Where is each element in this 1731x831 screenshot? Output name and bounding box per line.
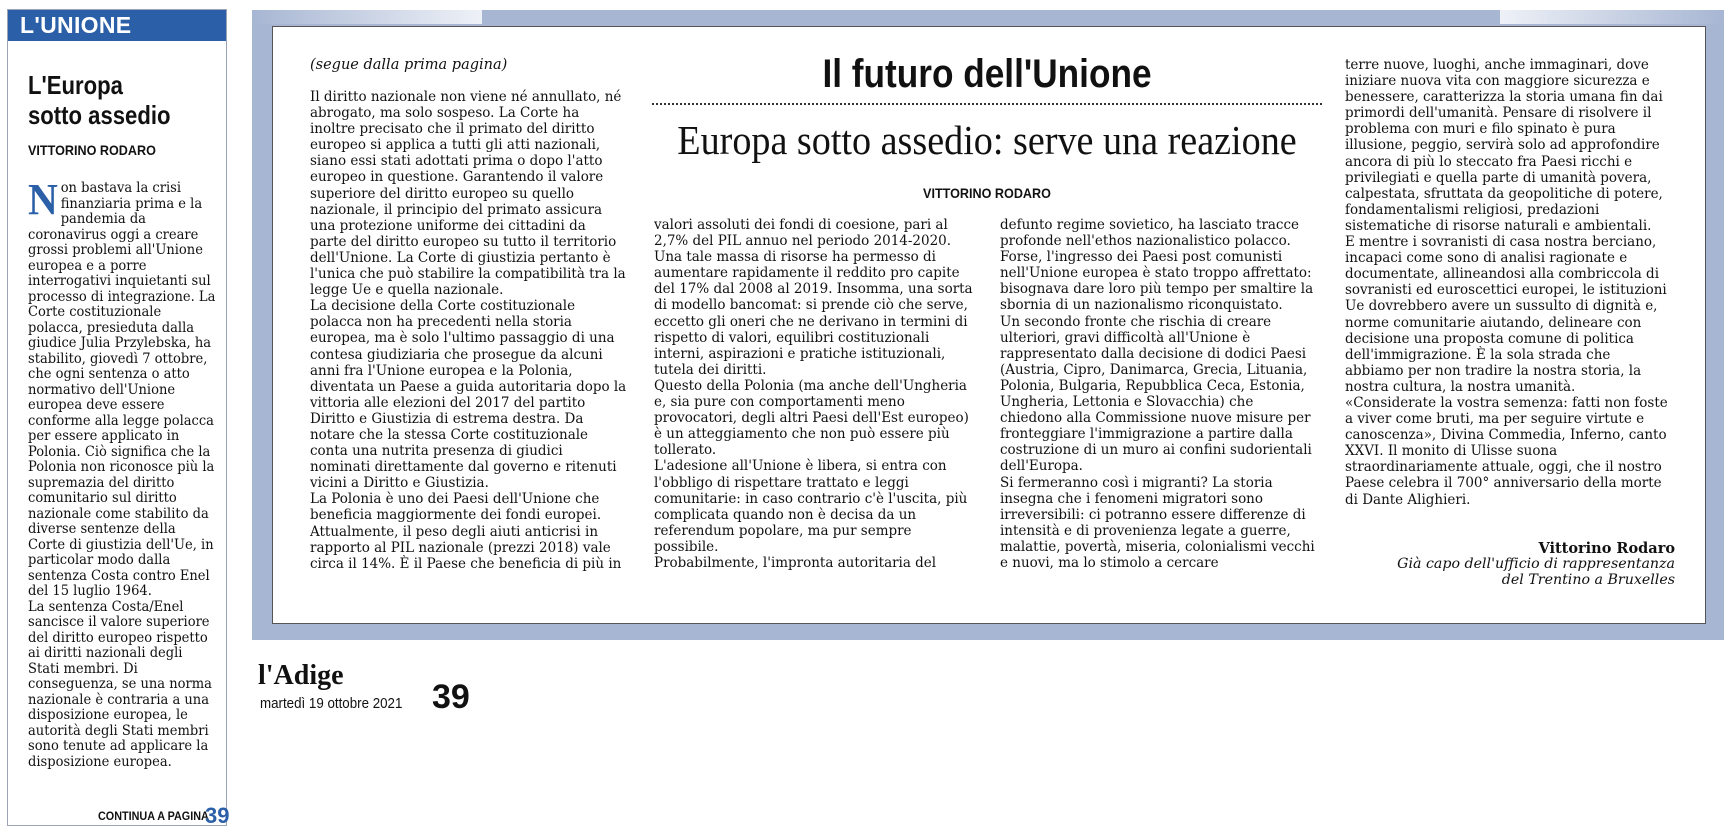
paragraph: La Polonia è uno dei Paesi dell'Unione che beneficia maggiormente dei fondi europei. Attualmente, il peso degli aiuti anticrisi in rapporto al PIL nazionale (prezzi 2018) vale circa il 14%. È il Paese che beneficia di più in (310, 491, 622, 572)
article-headline: Europa sotto assedio: serve una reazione (677, 117, 1297, 163)
paragraph: Questo della Polonia (ma anche dell'Ungheria e, sia pure con comportamenti meno provocatori, degli altri Paesi dell'Est europeo) è un atteggiamento che non può essere più tollerato. (654, 377, 969, 459)
article-column-1 (310, 89, 626, 572)
paragraph: L'adesione all'Unione è libera, si entra con l'obbligo di rispettare trattato e leggi comunitarie: in caso contrario c'è l'uscita, più complicata quando non è decisa da un referendum popolare, ma pur sempre possibile. (654, 458, 968, 555)
newspaper-logo: l'Adige (258, 660, 344, 691)
article-column-4 (1345, 57, 1671, 508)
author-role-line1: Già capo dell'ufficio di rappresentanza (1397, 556, 1675, 572)
sidebar-headline-line1: L'Europa (28, 70, 123, 100)
sidebar-body (28, 175, 216, 770)
continue-label: CONTINUA A PAGINA (98, 809, 209, 823)
drop-cap: N (28, 175, 58, 224)
section-tag: L'UNIONE (8, 10, 226, 41)
article-column-3 (1000, 217, 1319, 571)
paragraph: defunto regime sovietico, ha lasciato tracce profonde nell'ethos nazionalistico polacco. Forse, l'ingresso dei Paesi post comunisti nell'Unione europea è stato troppo affrettato: bisognava dare loro più tempo per smaltire la sbornia di un nazionalismo riconquistato. (1000, 217, 1314, 314)
sidebar-headline-line2: sotto assedio (28, 100, 171, 130)
page-number: 39 (432, 678, 470, 716)
author-role (1345, 556, 1675, 588)
paragraph: «Considerate la vostra semenza: fatti non foste a viver come bruti, ma per seguire virtute e canoscenza», Divina Commedia, Inferno, canto XXVI. Il monito di Ulisse suona straordinariamente attuale, oggi, che il nostro Paese celebra il 700° anniversario della morte di Dante Alighieri. (1345, 394, 1668, 508)
paragraph: Il diritto nazionale non viene né annullato, né abrogato, ma solo sospeso. La Corte ha inoltre precisato che il primato del diritto europeo si applica a tutti gli atti nazionali, siano essi stati adottati prima o dopo l'atto europeo in questione. Garantendo il valore superiore del diritto europeo su quello nazionale, il principio del primato assicura una protezione uniforme dei cittadini da parte del diritto europeo su tutto il territorio dell'Unione. La Corte di giustizia pertanto è l'unica che può stabilire la compatibilità tra la legge Ue e quella nazionale. (310, 89, 626, 299)
sidebar-column (7, 9, 230, 828)
continue-page-link[interactable]: 39 (205, 803, 230, 828)
frame-gradient-right (1500, 10, 1724, 24)
paragraph: E mentre i sovranisti di casa nostra berciano, incapaci come sono di analisi ragionate e documentate, allineandosi alla combriccola di sovranisti ed euroscettici europei, le istituzioni Ue dovrebbero avere un sussulto di dignità e, norme comunitarie aiutando, delineare con decisione una proposta comune di politica dell'immigrazione. È la sola strada che abbiamo per non tradire la nostra storia, la nostra cultura, la nostra umanità. (1345, 234, 1667, 395)
article-byline: VITTORINO RODARO (923, 185, 1051, 201)
sidebar-paragraph-1: on bastava la crisi finanziaria prima e la pandemia da coronavirus oggi a creare grossi problemi all'Unione europea e a porre interrogativi inquietanti sul processo di integrazione. La Corte costituzionale polacca, presieduta dalla giudice Julia Przylebska, ha stabilito, giovedì 7 ottobre, che ogni sentenza o atto normativo dell'Unione europea deve essere conforme alla legge polacca per essere applicato in Polonia. Ciò significa che la Polonia non riconosce più la supremazia del diritto comunitario sul diritto nazionale come stabilito da diverse sentenze della Corte di giustizia dell'Ue, in particolar modo dalla sentenza Costa contro Enel del 15 luglio 1964. (28, 180, 216, 599)
section-title: Il futuro dell'Unione (822, 52, 1152, 96)
title-divider (652, 103, 1322, 105)
paragraph: La decisione della Corte costituzionale polacca non ha precedenti nella storia europea, ma è solo l'ultimo passaggio di una contesa giudiziaria che prosegue da alcuni anni fra l'Unione europea e la Polonia, diventata un Paese a guida autoritaria dopo la vittoria alle elezioni del 2017 del partito Diritto e Giustizia di estrema destra. Da notare che la stessa Corte costituzionale conta una nutrita presenza di giudici nominati direttamente dal governo e ritenuti vicini a Diritto e Giustizia. (310, 298, 627, 492)
article-column-2 (654, 217, 973, 571)
sidebar-headline (28, 70, 190, 130)
paragraph: Si fermeranno così i migranti? La storia insegna che i fenomeni migratori sono irreversibili: ci potranno essere differenze di intensità e di provenienza legate a guerre, malattie, povertà, miseria, colonialismi vecchi e nuovi, ma lo stimolo a cercare (1000, 474, 1315, 571)
sidebar-byline: VITTORINO RODARO (28, 142, 156, 158)
paragraph: Un secondo fronte che rischia di creare ulteriori, gravi difficoltà all'Unione è rappresentato dalla decisione di dodici Paesi (Austria, Cipro, Danimarca, Grecia, Lituania, Polonia, Bulgaria, Repubblica Ceca, Estonia, Ungheria, Lettonia e Slovacchia) che chiedono alla Commissione nuove misure per fronteggiare l'immigrazione a partire dalla costruzione di un muro ai confini sudorientali dell'Europa. (1000, 313, 1312, 475)
sidebar-paragraph-2: La sentenza Costa/Enel sancisce il valore superiore del diritto europeo rispetto ai diritti nazionali degli Stati membri. Di conseguenza, se una norma nazionale è contraria a una disposizione europea, le autorità degli Stati membri sono tenute ad applicare la disposizione europea. (28, 598, 212, 770)
issue-date: martedì 19 ottobre 2021 (260, 696, 403, 712)
segue-note: (segue dalla prima pagina) (310, 57, 508, 73)
paragraph: terre nuove, luoghi, anche immaginari, dove iniziare nuova vita con maggiore sicurezza e benessere, caratterizza la storia umana fin dai primordi dell'umanità. Pensare di risolvere il problema con muri e filo spinato è pura illusione, peggio, servirà solo ad approfondire ancora di più lo steccato fra Paesi ricchi e privilegiati e quella parte di umanità povera, calpestata, sfruttata da geopolitiche di potere, fondamentalismi religiosi, predazioni sistematiche di risorse naturali e ambientali. (1345, 57, 1663, 234)
paragraph: valori assoluti dei fondi di coesione, pari al 2,7% del PIL annuo nel periodo 2014-2020. Una tale massa di risorse ha permesso di aumentare rapidamente il reddito pro capite del 17% dal 2008 al 2019. Insomma, una sorta di modello bancomat: si prende ciò che serve, eccetto gli oneri che ne derivano in termini di rispetto di valori, equilibri costituzionali interni, aspirazioni e pratiche istituzionali, tutela dei diritti. (654, 217, 973, 378)
author-role-line2: del Trentino a Bruxelles (1501, 572, 1675, 589)
author-signature: Vittorino Rodaro (1538, 540, 1675, 557)
frame-gradient-left (252, 10, 482, 24)
paragraph: Probabilmente, l'impronta autoritaria del (654, 554, 937, 571)
